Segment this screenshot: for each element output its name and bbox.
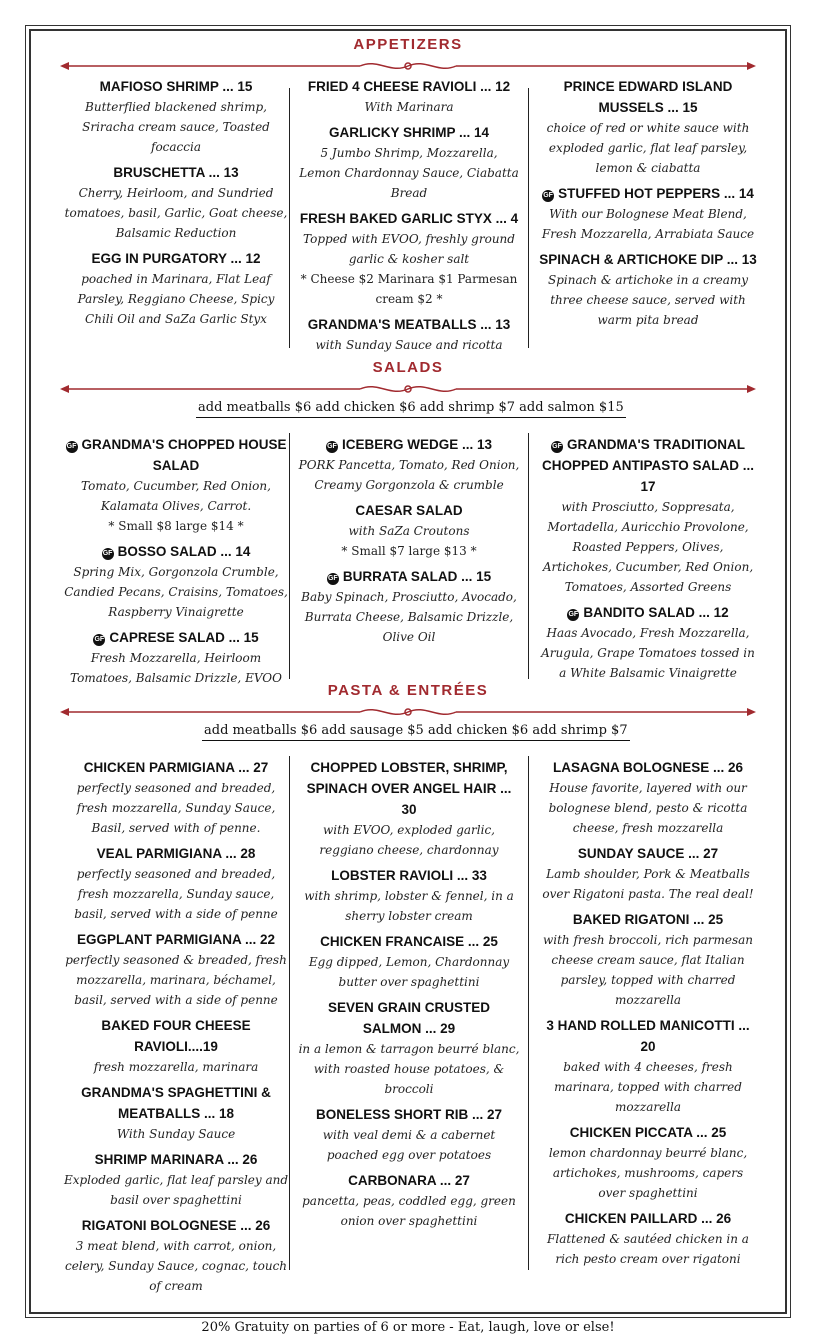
salads-column-1 bbox=[62, 434, 290, 693]
gluten-free-icon: GF bbox=[327, 573, 339, 585]
menu-item bbox=[62, 162, 290, 243]
menu-item bbox=[538, 434, 758, 597]
menu-item bbox=[538, 1015, 758, 1117]
pasta-column-2 bbox=[298, 757, 520, 1236]
item-description: in a lemon & tarragon beurré blanc, with roasted house potatoes, & broccoli bbox=[298, 1042, 520, 1096]
item-name: CHICKEN PAILLARD ... 26 bbox=[564, 1211, 732, 1226]
item-name: PRINCE EDWARD ISLAND MUSSELS ... 15 bbox=[563, 79, 733, 115]
item-name bbox=[538, 434, 758, 497]
menu-item bbox=[538, 602, 758, 683]
item-name: GRANDMA'S SPAGHETTINI & MEATBALLS ... 18 bbox=[81, 1085, 271, 1121]
item-description: Exploded garlic, flat leaf parsley and basil over spaghettini bbox=[63, 1173, 289, 1207]
item-description: baked with 4 cheeses, fresh marinara, topped with charred mozzarella bbox=[554, 1060, 742, 1114]
menu-item bbox=[298, 122, 520, 203]
item-note: * Cheese $2 Marinara $1 Parmesan cream $2 * bbox=[300, 272, 518, 306]
item-name: CARBONARA ... 27 bbox=[348, 1173, 470, 1188]
item-description: Tomato, Cucumber, Red Onion, Kalamata Olives, Carrot. bbox=[81, 479, 271, 513]
item-name: FRIED 4 CHEESE RAVIOLI ... 12 bbox=[307, 79, 511, 94]
item-name: GRANDMA'S MEATBALLS ... 13 bbox=[307, 317, 511, 332]
menu-item bbox=[62, 929, 290, 1010]
item-name: CAESAR SALAD bbox=[355, 503, 463, 518]
salads-column-3 bbox=[538, 434, 758, 688]
item-name-text: GRANDMA'S TRADITIONAL CHOPPED ANTIPASTO SALAD ... 17 bbox=[541, 437, 755, 494]
item-name: MAFIOSO SHRIMP ... 15 bbox=[99, 79, 253, 94]
item-description: Spring Mix, Gorgonzola Crumble, Candied Pecans, Craisins, Tomatoes, Raspberry Vinaigrette bbox=[64, 565, 288, 619]
item-description: choice of red or white sauce with exploded garlic, flat leaf parsley, lemon & ciabatta bbox=[546, 121, 750, 175]
item-name-text: BOSSO SALAD ... 14 bbox=[117, 544, 251, 559]
pasta-divider bbox=[60, 705, 756, 719]
menu-item bbox=[298, 1170, 520, 1231]
gluten-free-icon: GF bbox=[551, 441, 563, 453]
salads-heading: SALADS bbox=[372, 359, 444, 376]
pasta-heading: PASTA & ENTRÉES bbox=[327, 682, 489, 699]
menu-item bbox=[298, 1104, 520, 1165]
appetizers-column-2 bbox=[298, 76, 520, 360]
item-description: PORK Pancetta, Tomato, Red Onion, Creamy Gorgonzola & crumble bbox=[298, 458, 520, 492]
menu-item bbox=[62, 248, 290, 329]
item-name: SEVEN GRAIN CRUSTED SALMON ... 29 bbox=[327, 1000, 491, 1036]
gluten-free-icon: GF bbox=[102, 548, 114, 560]
gluten-free-icon: GF bbox=[542, 190, 554, 202]
item-name: FRESH BAKED GARLIC STYX ... 4 bbox=[299, 211, 519, 226]
menu-item bbox=[538, 909, 758, 1010]
menu-item bbox=[62, 757, 290, 838]
item-description: Egg dipped, Lemon, Chardonnay butter over spaghettini bbox=[308, 955, 510, 989]
appetizers-heading: APPETIZERS bbox=[353, 36, 463, 53]
menu-item bbox=[298, 434, 520, 495]
menu-item bbox=[298, 76, 520, 117]
item-description: with Sunday Sauce and ricotta bbox=[315, 338, 503, 352]
menu-item bbox=[62, 541, 290, 622]
menu-item bbox=[62, 434, 290, 536]
menu-item bbox=[62, 1082, 290, 1144]
gratuity-footer: 20% Gratuity on parties of 6 or more - Eat, laugh, love or else! bbox=[201, 1320, 615, 1335]
menu-item bbox=[298, 314, 520, 355]
item-name: LOBSTER RAVIOLI ... 33 bbox=[331, 868, 487, 883]
appetizers-column-3 bbox=[538, 76, 758, 335]
item-description: House favorite, layered with our bolognese blend, pesto & ricotta cheese, fresh mozzarella bbox=[548, 781, 748, 835]
item-description: Spinach & artichoke in a creamy three cheese sauce, served with warm pita bread bbox=[547, 273, 748, 327]
item-description: lemon chardonnay beurré blanc, artichokes, mushrooms, capers over spaghettini bbox=[548, 1146, 748, 1200]
item-description: With Sunday Sauce bbox=[116, 1127, 236, 1141]
column-divider bbox=[528, 756, 529, 1270]
item-description: Haas Avocado, Fresh Mozzarella, Arugula, Grape Tomatoes tossed in a White Balsamic Vinaigrette bbox=[541, 626, 755, 680]
menu-item bbox=[298, 208, 520, 309]
column-divider bbox=[528, 88, 529, 348]
item-name: SUNDAY SAUCE ... 27 bbox=[577, 846, 719, 861]
menu-item bbox=[298, 931, 520, 992]
item-description: With our Bolognese Meat Blend, Fresh Mozzarella, Arrabiata Sauce bbox=[541, 207, 755, 241]
menu-item bbox=[538, 249, 758, 330]
item-description: Lamb shoulder, Pork & Meatballs over Rigatoni pasta. The real deal! bbox=[542, 867, 754, 901]
menu-item bbox=[538, 757, 758, 838]
item-description: Baby Spinach, Prosciutto, Avocado, Burrata Cheese, Balsamic Drizzle, Olive Oil bbox=[301, 590, 517, 644]
item-name-text: GRANDMA'S CHOPPED HOUSE SALAD bbox=[81, 437, 287, 473]
pasta-column-3 bbox=[538, 757, 758, 1274]
menu-item bbox=[538, 183, 758, 244]
item-name: BAKED FOUR CHEESE RAVIOLI....19 bbox=[101, 1018, 251, 1054]
menu-item bbox=[62, 843, 290, 924]
item-name-text: BURRATA SALAD ... 15 bbox=[342, 569, 492, 584]
item-description: pancetta, peas, coddled egg, green onion over spaghettini bbox=[302, 1194, 516, 1228]
item-description: perfectly seasoned and breaded, fresh mozzarella, Sunday Sauce, Basil, served with of penne. bbox=[76, 781, 276, 835]
item-name bbox=[298, 566, 520, 587]
item-name: CHOPPED LOBSTER, SHRIMP, SPINACH OVER ANGEL HAIR ... 30 bbox=[306, 760, 512, 817]
menu-item bbox=[538, 76, 758, 178]
item-note: * Small $8 large $14 * bbox=[108, 519, 244, 533]
appetizers-divider bbox=[60, 59, 756, 73]
item-name: VEAL PARMIGIANA ... 28 bbox=[96, 846, 256, 861]
item-description: with Prosciutto, Soppresata, Mortadella, Auricchio Provolone, Roasted Peppers, Olives, Artichokes, Cucumber, Red Onion, Tomatoes, Assorted Greens bbox=[542, 500, 754, 594]
menu-item bbox=[62, 627, 290, 688]
item-description: Cherry, Heirloom, and Sundried tomatoes, basil, Garlic, Goat cheese, Balsamic Reduction bbox=[64, 186, 288, 240]
item-name: EGG IN PURGATORY ... 12 bbox=[91, 251, 261, 266]
item-description: Topped with EVOO, freshly ground garlic & kosher salt bbox=[303, 232, 515, 266]
item-description: With Marinara bbox=[364, 100, 454, 114]
item-name: BRUSCHETTA ... 13 bbox=[113, 165, 239, 180]
menu-item bbox=[62, 1015, 290, 1077]
item-name: CHICKEN PICCATA ... 25 bbox=[569, 1125, 727, 1140]
item-description: Butterflied blackened shrimp, Sriracha cream sauce, Toasted focaccia bbox=[82, 100, 270, 154]
item-name: 3 HAND ROLLED MANICOTTI ... 20 bbox=[546, 1018, 750, 1054]
item-description: with EVOO, exploded garlic, reggiano cheese, chardonnay bbox=[319, 823, 499, 857]
menu-item bbox=[62, 1149, 290, 1210]
item-name: SHRIMP MARINARA ... 26 bbox=[94, 1152, 258, 1167]
item-name: CHICKEN FRANCAISE ... 25 bbox=[320, 934, 498, 949]
item-name bbox=[298, 434, 520, 455]
item-description: with fresh broccoli, rich parmesan cheese cream sauce, flat Italian parsley, topped with charred mozzarella bbox=[543, 933, 753, 1007]
column-divider bbox=[289, 756, 290, 1270]
pasta-addons: add meatballs $6 add sausage $5 add chicken $6 add shrimp $7 bbox=[202, 723, 630, 741]
item-name bbox=[538, 602, 758, 623]
gluten-free-icon: GF bbox=[93, 634, 105, 646]
gluten-free-icon: GF bbox=[567, 609, 579, 621]
item-description: with SaZa Croutons bbox=[348, 524, 470, 538]
item-name: BONELESS SHORT RIB ... 27 bbox=[315, 1107, 503, 1122]
salads-divider bbox=[60, 382, 756, 396]
column-divider bbox=[528, 433, 529, 679]
item-description: Fresh Mozzarella, Heirloom Tomatoes, Balsamic Drizzle, EVOO bbox=[70, 651, 282, 685]
item-description: perfectly seasoned and breaded, fresh mozzarella, Sunday sauce, basil, served with a side of penne bbox=[74, 867, 278, 921]
item-name bbox=[62, 434, 290, 476]
item-name: CHICKEN PARMIGIANA ... 27 bbox=[83, 760, 269, 775]
item-name bbox=[62, 627, 290, 648]
item-name-text: ICEBERG WEDGE ... 13 bbox=[341, 437, 493, 452]
menu-item bbox=[298, 997, 520, 1099]
item-description: with shrimp, lobster & fennel, in a sherry lobster cream bbox=[304, 889, 514, 923]
item-name-text: CAPRESE SALAD ... 15 bbox=[109, 630, 259, 645]
item-description: 5 Jumbo Shrimp, Mozzarella, Lemon Chardonnay Sauce, Ciabatta Bread bbox=[299, 146, 519, 200]
gluten-free-icon: GF bbox=[326, 441, 338, 453]
item-note: * Small $7 large $13 * bbox=[341, 544, 477, 558]
item-name bbox=[62, 541, 290, 562]
appetizers-column-1 bbox=[62, 76, 290, 334]
menu-item bbox=[62, 76, 290, 157]
column-divider bbox=[289, 433, 290, 679]
column-divider bbox=[289, 88, 290, 348]
item-name: EGGPLANT PARMIGIANA ... 22 bbox=[76, 932, 276, 947]
menu-item bbox=[298, 566, 520, 647]
menu-item bbox=[298, 500, 520, 561]
pasta-column-1 bbox=[62, 757, 290, 1301]
item-name-text: STUFFED HOT PEPPERS ... 14 bbox=[558, 186, 754, 201]
menu-item bbox=[538, 1208, 758, 1269]
salads-column-2 bbox=[298, 434, 520, 652]
item-description: perfectly seasoned & breaded, fresh mozzarella, marinara, béchamel, basil, served with a side of penne bbox=[65, 953, 287, 1007]
item-description: fresh mozzarella, marinara bbox=[93, 1060, 259, 1074]
item-description: with veal demi & a cabernet poached egg over potatoes bbox=[322, 1128, 496, 1162]
item-name: LASAGNA BOLOGNESE ... 26 bbox=[552, 760, 744, 775]
item-name bbox=[538, 183, 758, 204]
salads-addons: add meatballs $6 add chicken $6 add shrimp $7 add salmon $15 bbox=[196, 400, 626, 418]
item-name: RIGATONI BOLOGNESE ... 26 bbox=[81, 1218, 271, 1233]
menu-item bbox=[538, 1122, 758, 1203]
menu-item bbox=[62, 1215, 290, 1296]
item-name: GARLICKY SHRIMP ... 14 bbox=[328, 125, 490, 140]
menu-item bbox=[298, 865, 520, 926]
item-description: Flattened & sautéed chicken in a rich pesto cream over rigatoni bbox=[547, 1232, 749, 1266]
item-name: SPINACH & ARTICHOKE DIP ... 13 bbox=[539, 252, 757, 267]
item-description: 3 meat blend, with carrot, onion, celery, Sunday Sauce, cognac, touch of cream bbox=[64, 1239, 288, 1293]
gluten-free-icon: GF bbox=[66, 441, 78, 453]
menu-item bbox=[538, 843, 758, 904]
item-name-text: BANDITO SALAD ... 12 bbox=[583, 605, 729, 620]
item-name: BAKED RIGATONI ... 25 bbox=[572, 912, 724, 927]
menu-item bbox=[298, 757, 520, 860]
item-description: poached in Marinara, Flat Leaf Parsley, Reggiano Cheese, Spicy Chili Oil and SaZa Garlic Styx bbox=[77, 272, 275, 326]
